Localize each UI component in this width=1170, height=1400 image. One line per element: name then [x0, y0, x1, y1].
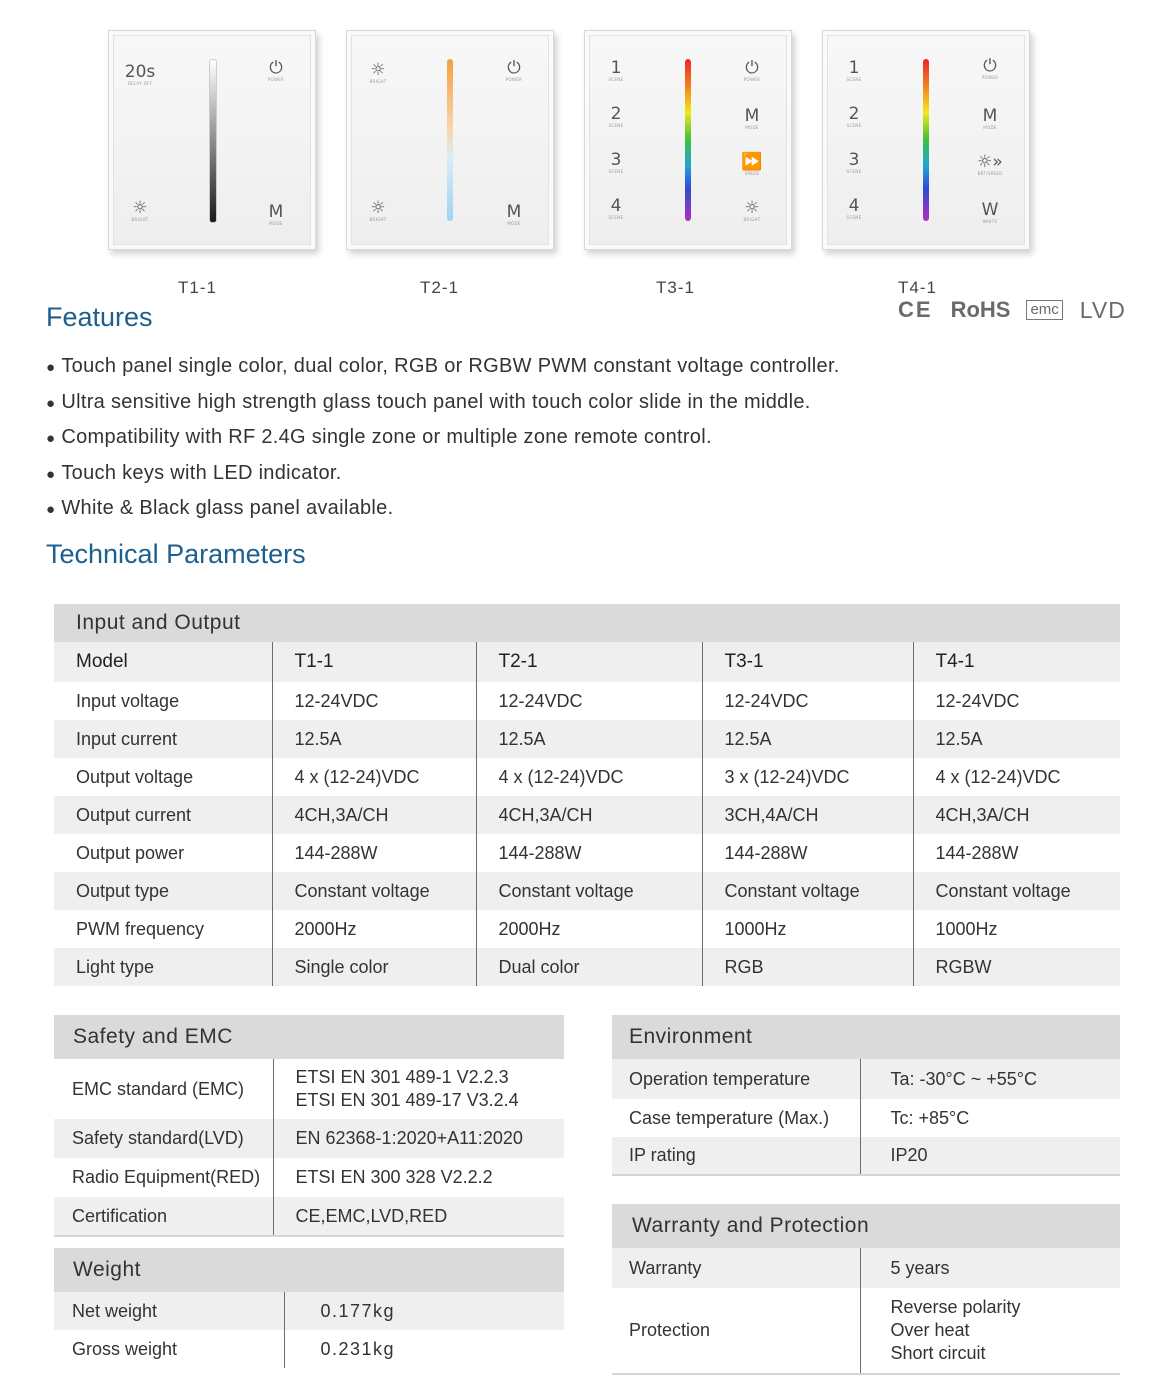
- table-row: [612, 1288, 1120, 1374]
- product-caption-t3: T3-1: [656, 278, 695, 297]
- row-label: Input current: [54, 720, 272, 758]
- header-cell: T1-1: [272, 642, 476, 682]
- row-label: Output power: [76, 842, 185, 863]
- row-label: Output type: [54, 872, 272, 910]
- table-row: [54, 758, 1120, 796]
- cell: 4 x (12-24)VDC: [476, 758, 702, 796]
- scene-3-key: 3 SCENE: [608, 150, 624, 174]
- cell: IP20: [860, 1137, 1120, 1175]
- lvd-mark-icon: LVD: [1079, 296, 1126, 323]
- cell: ETSI EN 300 328 V2.2.2: [273, 1158, 564, 1197]
- table-row: [54, 910, 1120, 948]
- rohs-mark-icon: RoHS: [950, 297, 1011, 322]
- table-row: [54, 872, 1120, 910]
- row-label: IP rating: [612, 1137, 860, 1175]
- row-label: Radio Equipment(RED): [72, 1167, 261, 1187]
- row-label: Case temperature (Max.): [629, 1107, 830, 1128]
- cell: 144-288W: [702, 834, 913, 872]
- technical-parameters-title: Technical Parameters: [46, 539, 306, 569]
- header-cell: Model: [54, 642, 272, 682]
- product-panel-t2: [346, 30, 554, 250]
- table-row: [54, 1119, 564, 1158]
- cell: Constant voltage: [476, 872, 702, 910]
- row-label: Safety standard(LVD): [54, 1119, 273, 1158]
- row-label: Operation temperature: [612, 1059, 860, 1099]
- mode-key: M MODE: [506, 202, 522, 226]
- cell: 4 x (12-24)VDC: [272, 758, 476, 796]
- table-row: [612, 1099, 1120, 1137]
- cell: 4CH,3A/CH: [913, 796, 1120, 834]
- table-row: [54, 1158, 564, 1197]
- row-label: EMC standard (EMC): [72, 1078, 245, 1099]
- header-cell: T4-1: [913, 642, 1120, 682]
- power-icon: ⏻ POWER: [743, 58, 761, 82]
- scene-1-key: 1 SCENE: [846, 58, 862, 82]
- cell: 3 x (12-24)VDC: [702, 758, 913, 796]
- cell: 12.5A: [702, 720, 913, 758]
- row-label: Input voltage: [76, 690, 180, 711]
- cell: Dual color: [476, 948, 702, 986]
- cell: 1000Hz: [913, 910, 1120, 948]
- cell: 4CH,3A/CH: [272, 796, 476, 834]
- cell: Constant voltage: [913, 872, 1120, 910]
- brightness-down-icon: ☼ BRIGHT: [369, 198, 387, 222]
- cell: Constant voltage: [702, 872, 913, 910]
- cell: Reverse polarity Over heat Short circuit: [860, 1288, 1120, 1374]
- row-label: Gross weight: [72, 1338, 178, 1359]
- weight-table: [54, 1248, 564, 1368]
- feature-item: ● Ultra sensitive high strength glass touch panel with touch color slide in the middle.: [46, 390, 811, 413]
- cell: ETSI EN 301 489-1 V2.2.3 ETSI EN 301 489-17 V3.2.4: [273, 1059, 564, 1119]
- delay-off-key: 20s DELAY OFF: [124, 62, 156, 86]
- power-icon: ⏻ POWER: [505, 58, 523, 82]
- table-title: Safety and EMC: [54, 1015, 564, 1059]
- table-row: [54, 948, 1120, 986]
- cell: 1000Hz: [702, 910, 913, 948]
- environment-table: [612, 1015, 1120, 1176]
- row-label: Warranty: [612, 1248, 860, 1288]
- dual-color-slider: [447, 59, 453, 221]
- cell: 2000Hz: [476, 910, 702, 948]
- cell: 2000Hz: [272, 910, 476, 948]
- row-label: Output voltage: [76, 766, 194, 787]
- cell: 12-24VDC: [272, 682, 476, 720]
- table-row: [612, 1137, 1120, 1175]
- table-row: [54, 682, 1120, 720]
- cell: 0.231kg: [284, 1330, 564, 1368]
- emc-mark-icon: emc: [1026, 300, 1062, 320]
- product-caption-t4: T4-1: [898, 278, 937, 297]
- cell: 4CH,3A/CH: [476, 796, 702, 834]
- cell: 12.5A: [272, 720, 476, 758]
- cell: CE,EMC,LVD,RED: [273, 1197, 564, 1236]
- table-row: [54, 1059, 564, 1119]
- scene-1-key: 1 SCENE: [608, 58, 624, 82]
- cell: Single color: [272, 948, 476, 986]
- feature-item: ● Touch panel single color, dual color, RGB or RGBW PWM constant voltage controller.: [46, 355, 840, 377]
- cell: 144-288W: [913, 834, 1120, 872]
- scene-2-key: 2 SCENE: [608, 104, 624, 128]
- product-caption-t2: T2-1: [420, 278, 459, 297]
- brightness-icon: ☼ BRIGHT: [131, 198, 149, 222]
- row-label: Net weight: [54, 1292, 284, 1330]
- safety-emc-table: [54, 1015, 564, 1237]
- mode-key: M MODE: [744, 106, 760, 130]
- speed-icon: ⏩ SPEED: [741, 152, 763, 176]
- cell: Tc: +85°C: [860, 1099, 1120, 1137]
- brightness-speed-icon: ☼» BRT/SPEED: [977, 152, 1003, 176]
- brightness-up-icon: ☼ BRIGHT: [369, 60, 387, 84]
- cell: Ta: -30°C ~ +55°C: [860, 1059, 1120, 1099]
- scene-4-key: 4 SCENE: [608, 196, 624, 220]
- product-panel-t1: [108, 30, 316, 250]
- cell: 4 x (12-24)VDC: [913, 758, 1120, 796]
- feature-item: ● Compatibility with RF 2.4G single zone or multiple zone remote control.: [46, 426, 712, 448]
- table-title: Warranty and Protection: [612, 1204, 1120, 1248]
- rgb-slider: [685, 59, 691, 221]
- table-row: [54, 1330, 564, 1368]
- feature-item: ● Touch keys with LED indicator.: [46, 461, 342, 484]
- cell: EN 62368-1:2020+A11:2020: [273, 1119, 564, 1158]
- cell: 144-288W: [272, 834, 476, 872]
- cell: 12.5A: [476, 720, 702, 758]
- header-cell: T2-1: [476, 642, 702, 682]
- power-icon: ⏻ POWER: [981, 56, 999, 80]
- table-title: Input and Output: [54, 604, 1120, 642]
- input-output-table: [54, 604, 1120, 986]
- features-list: [46, 355, 840, 533]
- cell: RGB: [702, 948, 913, 986]
- features-title: Features: [46, 302, 153, 332]
- header-cell: T3-1: [702, 642, 913, 682]
- table-row: [54, 796, 1120, 834]
- mode-key: M MODE: [982, 106, 998, 130]
- row-label: Output current: [54, 796, 272, 834]
- product-caption-t1: T1-1: [178, 278, 217, 297]
- table-row: [54, 1197, 564, 1236]
- table-row: [54, 834, 1120, 872]
- table-row: [54, 720, 1120, 758]
- brightness-icon: ☼ BRIGHT: [743, 198, 761, 222]
- white-key: W WHITE: [981, 200, 999, 224]
- row-label: PWM frequency: [76, 918, 205, 939]
- table-title: Weight: [54, 1248, 564, 1292]
- cell: 3CH,4A/CH: [702, 796, 913, 834]
- rgbw-slider: [923, 59, 929, 221]
- cell: 12-24VDC: [702, 682, 913, 720]
- row-label: Light type: [54, 948, 272, 986]
- cell: Constant voltage: [272, 872, 476, 910]
- table-row: [54, 1292, 564, 1330]
- cell: 0.177kg: [284, 1292, 564, 1330]
- cell: 144-288W: [476, 834, 702, 872]
- scene-4-key: 4 SCENE: [846, 196, 862, 220]
- scene-2-key: 2 SCENE: [846, 104, 862, 128]
- table-title: Environment: [612, 1015, 1120, 1059]
- cell: 5 years: [860, 1248, 1120, 1288]
- cell: 12-24VDC: [913, 682, 1120, 720]
- single-color-slider: [209, 59, 217, 223]
- ce-mark-icon: CE: [898, 297, 933, 322]
- cell: 12-24VDC: [476, 682, 702, 720]
- feature-item: ● White & Black glass panel available.: [46, 497, 394, 519]
- cell: RGBW: [913, 948, 1120, 986]
- scene-3-key: 3 SCENE: [846, 150, 862, 174]
- warranty-protection-table: [612, 1204, 1120, 1375]
- certification-logos: [898, 296, 1126, 324]
- table-row: [612, 1059, 1120, 1099]
- table-row: [612, 1248, 1120, 1288]
- cell: 12.5A: [913, 720, 1120, 758]
- mode-key: M MODE: [268, 202, 284, 226]
- row-label: Protection: [612, 1288, 860, 1374]
- product-panel-t3: [584, 30, 792, 250]
- row-label: Certification: [54, 1197, 273, 1236]
- power-icon: ⏻ POWER: [267, 58, 285, 82]
- product-panel-t4: [822, 30, 1030, 250]
